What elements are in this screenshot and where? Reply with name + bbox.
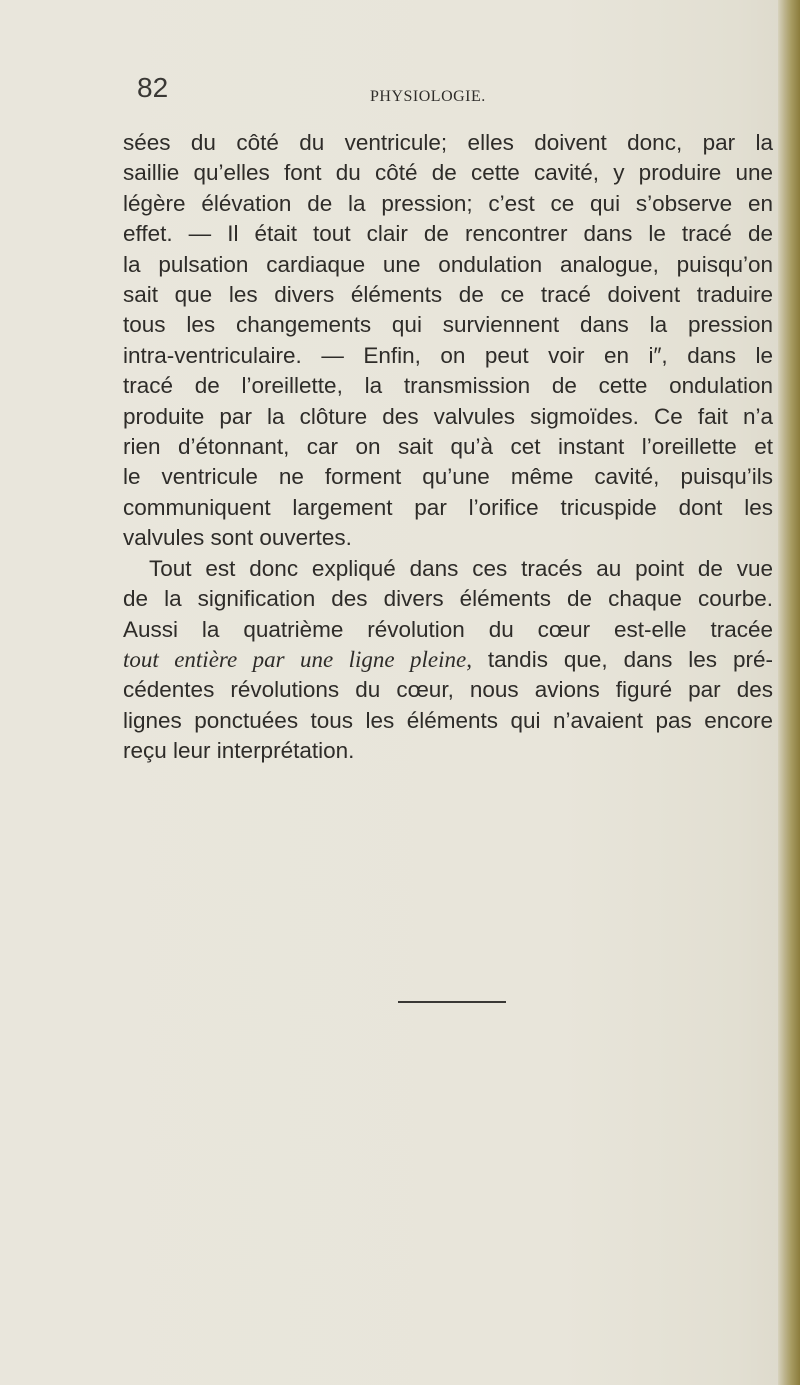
text-line: de la signification des divers éléments de chaque courbe. [123, 586, 773, 612]
section-divider [398, 1001, 506, 1003]
text-line: le ventricule ne forment qu’une même cavité, puisqu’ils [123, 464, 773, 490]
text-line: tracé de l’oreillette, la transmission de cette ondulation [123, 373, 773, 399]
text-line: Tout est donc expliqué dans ces tracés au point de vue [149, 555, 773, 581]
text-line: sait que les divers éléments de ce tracé doivent traduire [123, 282, 773, 308]
text-line: communiquent largement par l’orifice tricuspide dont les [123, 494, 773, 520]
text-line: cédentes révolutions du cœur, nous avions figuré par des [123, 677, 773, 703]
text-line: rien d’étonnant, car on sait qu’à cet instant l’oreillette et [123, 434, 773, 460]
text-line: tous les changements qui surviennent dans la pression [123, 312, 773, 338]
page-number: 82 [137, 72, 169, 103]
running-title: PHYSIOLOGIE. [370, 88, 486, 105]
text-line: la pulsation cardiaque une ondulation analogue, puisqu’on [123, 251, 773, 277]
text-line: sées du côté du ventricule; elles doivent donc, par la [123, 130, 773, 155]
text-fragment: tandis que, dans les pré- [471, 646, 773, 672]
text-line: valvules sont ouvertes. [123, 525, 352, 551]
emphasis-text: tout entière par une ligne pleine, [123, 646, 472, 672]
text-line: reçu leur interprétation. [123, 738, 355, 764]
page-edge-shadow [778, 0, 800, 1385]
text-line: intra-ventriculaire. — Enfin, on peut voir en i″, dans le [123, 342, 773, 368]
text-line: légère élévation de la pression; c’est ce qui s’observe en [123, 190, 773, 216]
body-text [123, 128, 773, 767]
text-line: effet. — Il était tout clair de rencontrer dans le tracé de [123, 221, 773, 247]
text-line: lignes ponctuées tous les éléments qui n’avaient pas encore [123, 707, 773, 733]
text-line: Aussi la quatrième révolution du cœur est-elle tracée [123, 616, 773, 642]
text-line: produite par la clôture des valvules sigmoïdes. Ce fait n’a [123, 403, 773, 429]
text-line: saillie qu’elles font du côté de cette cavité, y produire une [123, 160, 773, 186]
text-line [123, 645, 773, 675]
